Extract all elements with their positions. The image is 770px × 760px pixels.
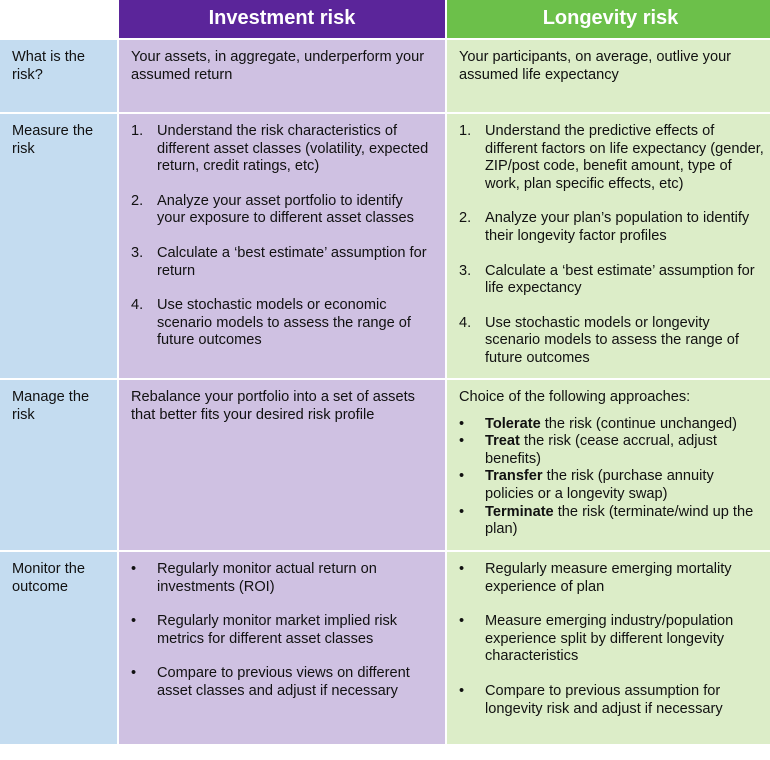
item-number: 2.: [131, 192, 144, 209]
bullet-icon: •: [459, 415, 465, 432]
list-item: [459, 613, 766, 666]
item-text: [485, 504, 766, 539]
list-item: [131, 193, 435, 228]
longevity-manage-cell: [447, 380, 770, 550]
row-label-what: What is the risk?: [0, 40, 117, 112]
manage-intro: Choice of the following approaches:: [459, 389, 691, 405]
item-text: Analyze your plan’s population to identify their longevity factor profiles: [485, 210, 750, 244]
item-rest: the risk (continue unchanged): [540, 415, 738, 432]
item-number: 4.: [459, 314, 472, 331]
list-item: [131, 123, 435, 176]
item-text: Analyze your asset portfolio to identify your exposure to different asset classes: [157, 192, 414, 227]
longevity-monitor-list: [459, 561, 766, 718]
bullet-icon: •: [459, 682, 465, 699]
item-text: Calculate a ‘best estimate’ assumption for life expectancy: [485, 262, 755, 297]
item-rest: the risk (purchase annuity policies or a longevity swap): [485, 468, 714, 502]
item-keyword: Tolerate: [485, 415, 541, 432]
bullet-icon: •: [459, 561, 465, 577]
list-item: [459, 468, 766, 503]
list-item: [131, 613, 435, 648]
item-text: Understand the predictive effects of different factors on life expectancy (gender, ZIP/post code, benefit amount, type of work, plan specific effects, etc): [485, 123, 764, 192]
investment-what-cell: Your assets, in aggregate, underperform your assumed return: [119, 40, 445, 112]
investment-measure-cell: [119, 114, 445, 378]
item-number: 1.: [459, 123, 472, 139]
row-label-monitor: Monitor the outcome: [0, 552, 117, 744]
item-number: 2.: [459, 210, 472, 227]
list-item: [131, 665, 435, 700]
bullet-icon: •: [459, 613, 465, 630]
list-item: [459, 433, 766, 468]
list-item: [459, 561, 766, 596]
list-item: [131, 561, 435, 596]
list-item: [459, 683, 766, 718]
item-text: Calculate a ‘best estimate’ assumption for return: [157, 244, 427, 279]
row-label-manage: Manage the risk: [0, 380, 117, 550]
longevity-risk-header: Longevity risk: [447, 0, 770, 38]
item-keyword: Treat: [485, 433, 520, 450]
row-label-measure: Measure the risk: [0, 114, 117, 378]
bullet-icon: •: [459, 433, 465, 450]
investment-monitor-cell: [119, 552, 445, 744]
header-corner: [0, 0, 117, 38]
bullet-icon: •: [131, 561, 137, 577]
investment-monitor-list: [131, 561, 435, 701]
longevity-measure-list: [459, 123, 766, 368]
list-item: [459, 123, 766, 193]
item-text: [485, 416, 737, 434]
longevity-monitor-cell: [447, 552, 770, 744]
item-keyword: Terminate: [485, 503, 554, 520]
item-rest: the risk (terminate/wind up the plan): [485, 503, 754, 538]
item-text: Understand the risk characteristics of different asset classes (volatility, expected return, credit ratings, etc): [157, 123, 429, 175]
item-text: Compare to previous views on different asset classes and adjust if necessary: [157, 665, 410, 699]
list-item: [459, 315, 766, 368]
longevity-manage-list: [459, 416, 766, 539]
list-item: [131, 297, 435, 350]
item-text: Use stochastic models or longevity scenario models to assess the range of future outcomes: [485, 314, 739, 366]
bullet-icon: •: [131, 665, 137, 682]
list-item: [459, 416, 766, 434]
item-number: 4.: [131, 297, 144, 314]
bullet-icon: •: [131, 613, 137, 630]
bullet-icon: •: [459, 468, 465, 485]
item-text: Regularly measure emerging mortality experience of plan: [485, 561, 732, 595]
longevity-measure-cell: [447, 114, 770, 378]
list-item: [459, 263, 766, 298]
list-item: [459, 504, 766, 539]
investment-risk-header: Investment risk: [119, 0, 445, 38]
item-keyword: Transfer: [485, 468, 543, 485]
item-number: 3.: [131, 244, 144, 261]
list-item: [131, 245, 435, 280]
list-item: [459, 210, 766, 245]
item-number: 1.: [131, 123, 144, 139]
investment-measure-list: [131, 123, 435, 350]
item-text: Measure emerging industry/population experience split by different longevity characteristics: [485, 613, 734, 665]
bullet-icon: •: [459, 503, 465, 520]
item-text: Use stochastic models or economic scenario models to assess the range of future outcomes: [157, 297, 411, 349]
item-text: Compare to previous assumption for longevity risk and adjust if necessary: [485, 682, 723, 717]
item-text: [485, 433, 766, 468]
item-number: 3.: [459, 262, 472, 279]
item-rest: the risk (cease accrual, adjust benefits): [485, 433, 717, 467]
item-text: Regularly monitor actual return on investments (ROI): [157, 561, 377, 595]
longevity-what-cell: Your participants, on average, outlive your assumed life expectancy: [447, 40, 770, 112]
investment-manage-cell: Rebalance your portfolio into a set of assets that better fits your desired risk profile: [119, 380, 445, 550]
item-text: Regularly monitor market implied risk metrics for different asset classes: [157, 613, 398, 647]
item-text: [485, 468, 766, 503]
